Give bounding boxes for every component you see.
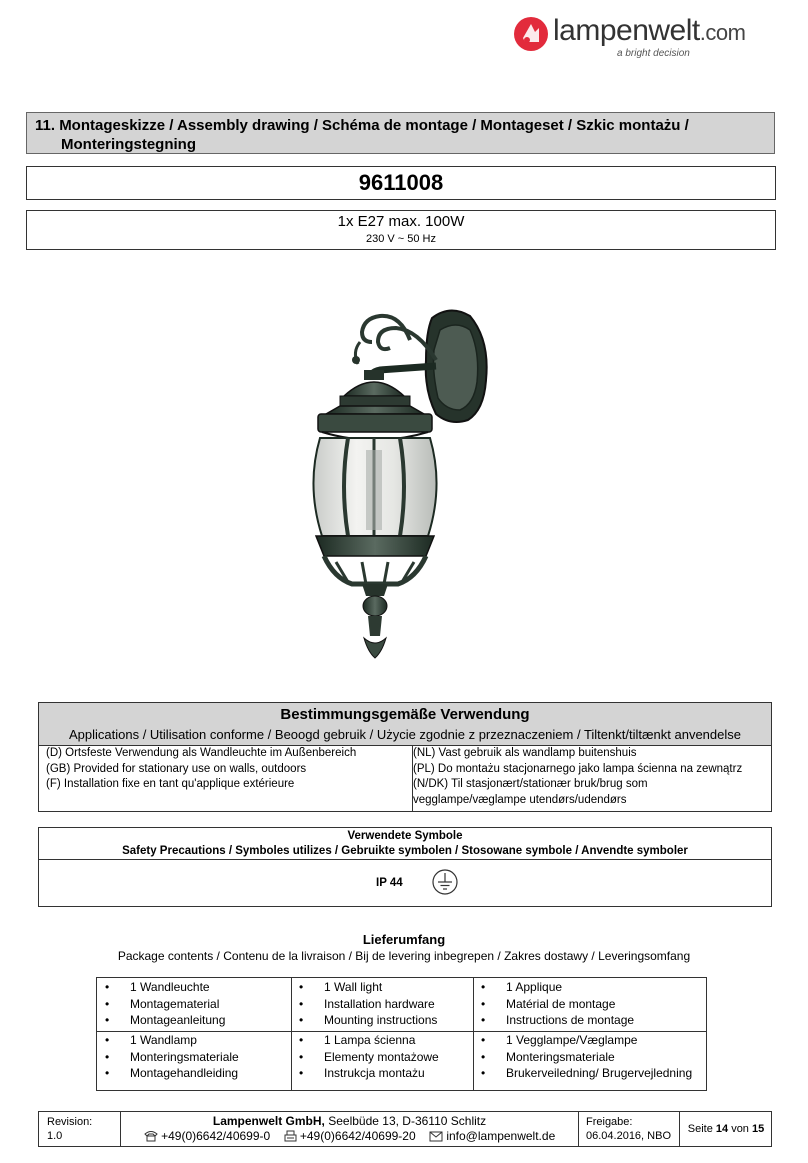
voltage-spec: 230 V ~ 50 Hz [365, 233, 437, 245]
release-cell [586, 1115, 671, 1149]
page-current: 14 [715, 1123, 729, 1135]
usage-right-column [412, 746, 769, 812]
usage-line-ndk: (N/DK) Til stasjonært/stationær bruk/brug som [413, 778, 648, 790]
revision-cell [47, 1115, 92, 1149]
email-icon [429, 1131, 443, 1142]
usage-title: Bestimmungsgemäße Verwendung [280, 706, 530, 723]
package-cell-ndk [473, 1032, 692, 1082]
usage-header [39, 703, 771, 746]
package-cell-nl [97, 1032, 239, 1082]
company-email: info@lampenwelt.de [446, 1129, 556, 1143]
package-title: Lieferumfang [362, 932, 446, 947]
usage-line-pl: (PL) Do montażu stacjonarnego jako lampa ścienna na zewnątrz [413, 762, 743, 775]
symbols-table [38, 827, 772, 907]
list-item: • Montageanleitung [97, 1012, 225, 1029]
symbols-header [39, 828, 771, 860]
usage-subtitle: Applications / Utilisation conforme / Beoogd gebruik / Użycie zgodnie z przeznaczeniem / Tiltenkt/tiltænkt anvendelse [68, 727, 741, 742]
company-cell [121, 1114, 578, 1148]
company-phone: +49(0)6642/40699-0 [161, 1129, 271, 1143]
list-item: • Instrukcja montażu [291, 1065, 439, 1082]
spec-box [26, 210, 776, 250]
package-subtitle: Package contents / Contenu de la livraison / Bij de levering inbegrepen / Zakres dostawy / Leveringsomfang [117, 949, 691, 963]
phone-icon [144, 1130, 158, 1142]
company-name: Lampenwelt GmbH, [212, 1114, 325, 1128]
release-label: Freigabe: [586, 1116, 633, 1128]
bulb-spec: 1x E27 max. 100W [337, 213, 465, 230]
wall-lantern-illustration [300, 300, 500, 662]
symbols-subtitle: Safety Precautions / Symboles utilizes / Gebruikte symbolen / Stosowane symbole / Anvendte symboler [122, 845, 688, 857]
list-item: • Brukerveiledning/ Brugervejledning [473, 1065, 692, 1082]
list-item: • Montagehandleiding [97, 1065, 239, 1082]
package-cell-pl [291, 1032, 439, 1082]
list-item: • 1 Wall light [291, 979, 437, 996]
protective-earth-icon [432, 869, 458, 895]
symbols-title: Verwendete Symbole [347, 830, 463, 842]
revision-value: 1.0 [47, 1130, 63, 1142]
list-item: • 1 Applique [473, 979, 634, 996]
usage-table [38, 702, 772, 812]
usage-line-de: (D) Ortsfeste Verwendung als Wandleuchte im Außenbereich [46, 747, 357, 759]
ip-rating: IP 44 [376, 877, 403, 889]
brand-tld: .com [699, 20, 746, 45]
list-item: • Installation hardware [291, 996, 437, 1013]
revision-label: Revision: [47, 1116, 93, 1128]
usage-line-ndk-cont: vegglampe/væglampe utendørs/udendørs [413, 793, 627, 806]
company-fax: +49(0)6642/40699-20 [299, 1129, 416, 1143]
list-item: • 1 Wandleuchte [97, 979, 225, 996]
section-title-line1: 11. Montageskizze / Assembly drawing / Schéma de montage / Montageset / Szkic montażu / [35, 117, 689, 134]
fax-icon [284, 1130, 297, 1142]
brand-name: lampenwelt [553, 14, 700, 47]
list-item: • Monteringsmateriale [473, 1049, 692, 1066]
list-item: • 1 Wandlamp [97, 1032, 239, 1049]
list-item: • Montagematerial [97, 996, 225, 1013]
company-address: Seelbüde 13, D-36110 Schlitz [328, 1114, 487, 1128]
document-footer [38, 1111, 772, 1147]
list-item: • Mounting instructions [291, 1012, 437, 1029]
package-cell-gb [291, 979, 437, 1029]
package-cell-fr [473, 979, 634, 1029]
usage-left-column [46, 746, 406, 793]
page-total: 15 [752, 1123, 765, 1135]
section-header [26, 112, 775, 154]
brand-tagline: a bright decision [617, 48, 690, 59]
lamp-logo-icon [513, 16, 549, 52]
package-table [96, 977, 707, 1091]
list-item: • Matérial de montage [473, 996, 634, 1013]
list-item: • Elementy montażowe [291, 1049, 439, 1066]
brand-logo [513, 16, 775, 62]
list-item: • 1 Lampa ścienna [291, 1032, 439, 1049]
section-title-line2: Monteringstegning [61, 136, 196, 153]
usage-line-gb: (GB) Provided for stationary use on walls, outdoors [46, 762, 307, 775]
release-value: 06.04.2016, NBO [586, 1130, 672, 1142]
usage-line-fr: (F) Installation fixe en tant qu'applique extérieure [46, 778, 295, 790]
list-item: • Instructions de montage [473, 1012, 634, 1029]
list-item: • 1 Vegglampe/Væglampe [473, 1032, 692, 1049]
list-item: • Monteringsmateriale [97, 1049, 239, 1066]
package-cell-de [97, 979, 225, 1029]
usage-line-nl: (NL) Vast gebruik als wandlamp buitenshuis [413, 747, 637, 759]
model-number: 9611008 [26, 166, 776, 200]
page-number: Seite 14 von 15 [687, 1123, 765, 1135]
